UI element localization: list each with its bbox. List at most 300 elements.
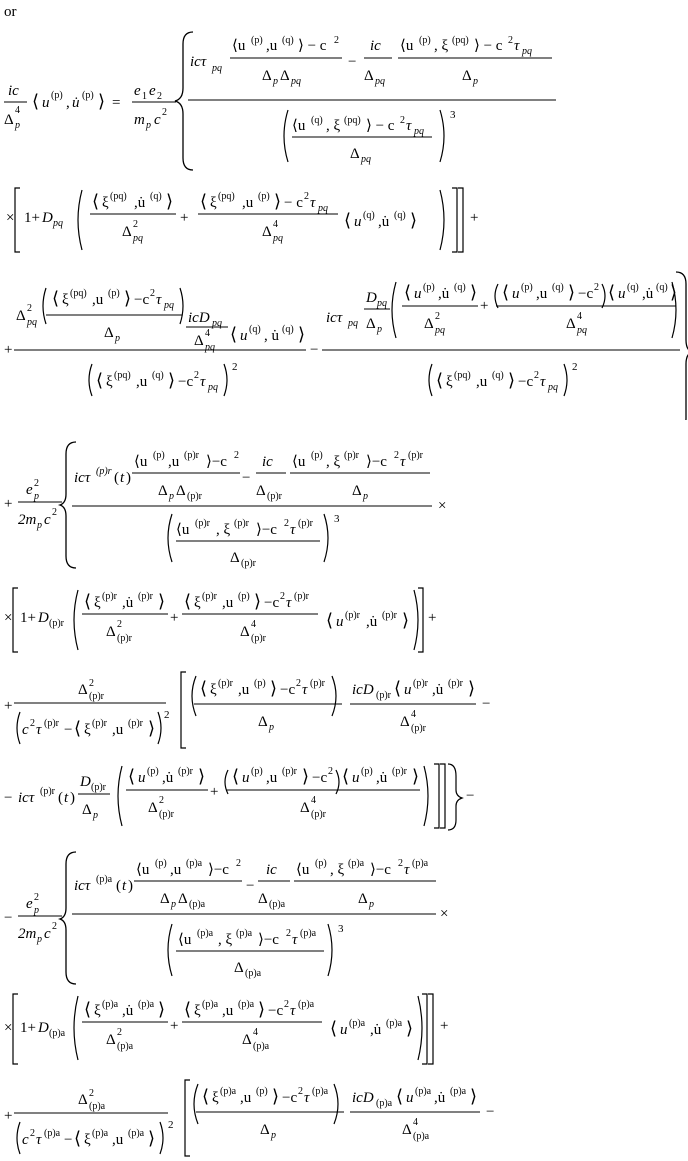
svg-text:pq: pq xyxy=(212,318,222,329)
svg-text:(p)r: (p)r xyxy=(44,718,59,729)
svg-text:−c: −c xyxy=(518,374,534,390)
svg-text:(p)a: (p)a xyxy=(238,999,255,1010)
svg-text:(p)a: (p)a xyxy=(96,874,113,885)
svg-text:Δ: Δ xyxy=(402,1122,412,1138)
svg-text:2: 2 xyxy=(508,35,513,46)
svg-text:pq: pq xyxy=(522,46,532,57)
svg-text:(q): (q) xyxy=(363,210,375,221)
svg-text:⟩: ⟩ xyxy=(258,999,266,1019)
svg-text:3: 3 xyxy=(334,513,340,525)
svg-text:(p)r: (p)r xyxy=(92,718,107,729)
svg-text:(q): (q) xyxy=(150,191,162,202)
svg-text:u: u xyxy=(42,95,50,111)
svg-text:,u: ,u xyxy=(266,38,278,54)
svg-text:(p): (p) xyxy=(521,282,533,293)
svg-text:−c: −c xyxy=(134,292,150,308)
svg-text:,u̇: ,u̇ xyxy=(434,1090,446,1106)
svg-text:2: 2 xyxy=(394,450,399,461)
svg-text:⟩: ⟩ xyxy=(158,591,166,611)
svg-text:⟩: ⟩ xyxy=(670,282,678,302)
svg-text:(pq): (pq) xyxy=(110,191,127,202)
svg-text:(p)r: (p)r xyxy=(178,766,193,777)
svg-text:τ: τ xyxy=(290,522,296,538)
svg-text:(p)a: (p)a xyxy=(186,858,203,869)
svg-text:(p)r: (p)r xyxy=(91,782,106,793)
svg-text:e: e xyxy=(26,896,33,912)
svg-text:⟩−c: ⟩−c xyxy=(208,862,229,878)
svg-text:p: p xyxy=(377,324,382,335)
svg-text:Δ: Δ xyxy=(160,891,170,907)
svg-text:(q): (q) xyxy=(282,324,294,335)
svg-text:2: 2 xyxy=(52,507,57,518)
svg-text:,u: ,u xyxy=(238,682,250,698)
svg-text:ξ: ξ xyxy=(62,292,69,308)
svg-text:⟩ − c: ⟩ − c xyxy=(298,38,327,54)
svg-text:2: 2 xyxy=(194,370,199,381)
svg-text:Δ: Δ xyxy=(122,224,132,240)
svg-text:−: − xyxy=(4,790,13,806)
svg-text:ξ: ξ xyxy=(194,1003,201,1019)
svg-text:, ξ: , ξ xyxy=(330,862,345,878)
svg-text:pq: pq xyxy=(348,318,358,329)
svg-text:ξ: ξ xyxy=(94,595,101,611)
svg-text:p: p xyxy=(15,120,20,131)
svg-text:(p)r: (p)r xyxy=(218,678,233,689)
svg-text:t: t xyxy=(120,470,125,486)
svg-text:(pq): (pq) xyxy=(114,370,131,381)
lead-word: or xyxy=(4,4,17,20)
svg-text:c: c xyxy=(154,112,161,128)
svg-text:⟨u: ⟨u xyxy=(232,38,246,54)
svg-text:ic: ic xyxy=(8,83,19,99)
svg-text:(p): (p) xyxy=(238,591,250,602)
svg-text:2: 2 xyxy=(232,361,238,373)
svg-text:,u: ,u xyxy=(92,292,104,308)
svg-text:,u: ,u xyxy=(240,1090,252,1106)
svg-text:(p)r: (p)r xyxy=(411,723,426,734)
svg-text:pq: pq xyxy=(577,325,587,336)
svg-text:p: p xyxy=(146,120,151,131)
svg-text:Δ: Δ xyxy=(78,1092,88,1108)
svg-text:⟨: ⟨ xyxy=(404,282,412,302)
svg-text:,u: ,u xyxy=(136,374,148,390)
svg-text:2: 2 xyxy=(304,191,309,202)
svg-text:(p)a: (p)a xyxy=(92,1128,109,1139)
svg-text:τ: τ xyxy=(290,1003,296,1019)
svg-text:p: p xyxy=(363,491,368,502)
svg-text:icτ: icτ xyxy=(18,790,35,806)
svg-text:2: 2 xyxy=(162,107,167,118)
svg-text:p: p xyxy=(37,520,42,531)
svg-text:−: − xyxy=(482,696,491,712)
svg-text:p: p xyxy=(34,905,39,916)
svg-text:u: u xyxy=(340,1022,348,1038)
svg-text:(p)a: (p)a xyxy=(412,858,429,869)
svg-text:(pq): (pq) xyxy=(452,35,469,46)
svg-text:⟨u: ⟨u xyxy=(134,454,148,470)
svg-text:ξ: ξ xyxy=(194,595,201,611)
svg-text:(p)r: (p)r xyxy=(408,450,423,461)
svg-text:c: c xyxy=(44,512,51,528)
svg-text:(p)r: (p)r xyxy=(195,518,210,529)
svg-text:,u̇: ,u̇ xyxy=(370,1022,382,1038)
svg-text:2: 2 xyxy=(398,858,403,869)
svg-text:pq: pq xyxy=(291,76,301,87)
svg-text:⟩ − c: ⟩ − c xyxy=(366,118,395,134)
svg-text:Δ: Δ xyxy=(364,68,374,84)
svg-text:⟩: ⟩ xyxy=(470,282,478,302)
svg-text:(p): (p) xyxy=(155,858,167,869)
svg-text:(p)a: (p)a xyxy=(312,1086,329,1097)
svg-text:t: t xyxy=(122,878,127,894)
svg-text:pq: pq xyxy=(53,218,63,229)
equation-svg-2 xyxy=(0,420,688,840)
svg-text:τ: τ xyxy=(540,374,546,390)
svg-text:pq: pq xyxy=(133,233,143,244)
svg-text:Δ: Δ xyxy=(300,800,310,816)
svg-text:Δ: Δ xyxy=(106,624,116,640)
svg-text:−: − xyxy=(242,470,251,486)
svg-text:τ: τ xyxy=(406,118,412,134)
svg-text:⟩: ⟩ xyxy=(470,1086,478,1106)
svg-text:2: 2 xyxy=(52,921,57,932)
svg-text:(p)a: (p)a xyxy=(415,1086,432,1097)
svg-text:−c: −c xyxy=(178,374,194,390)
svg-text:c: c xyxy=(44,926,51,942)
svg-text:(p)r: (p)r xyxy=(382,610,397,621)
svg-text:Δ: Δ xyxy=(350,146,360,162)
svg-text:,u̇: ,u̇ xyxy=(376,770,388,786)
svg-text:⟨: ⟨ xyxy=(230,324,238,344)
svg-text:(p)r: (p)r xyxy=(234,518,249,529)
svg-text:u: u xyxy=(240,328,248,344)
svg-text:Δ: Δ xyxy=(194,333,204,349)
svg-text:2: 2 xyxy=(30,1128,35,1139)
svg-text:4: 4 xyxy=(413,1117,418,1128)
svg-text:ic: ic xyxy=(370,38,381,54)
svg-text:(: ( xyxy=(114,470,119,486)
svg-text:τ: τ xyxy=(36,722,42,738)
svg-text:(p): (p) xyxy=(251,766,263,777)
svg-text:⟩: ⟩ xyxy=(198,766,206,786)
svg-text:1+: 1+ xyxy=(24,210,40,226)
svg-text:p: p xyxy=(169,491,174,502)
svg-text:2: 2 xyxy=(284,999,289,1010)
svg-text:4: 4 xyxy=(205,328,210,339)
svg-text:icD: icD xyxy=(352,682,374,698)
svg-text:,u: ,u xyxy=(536,286,548,302)
svg-text:4: 4 xyxy=(15,105,20,116)
svg-text:⟨: ⟨ xyxy=(184,591,192,611)
svg-text:D: D xyxy=(38,610,49,626)
svg-text:(p)a: (p)a xyxy=(300,928,317,939)
svg-text:(q): (q) xyxy=(394,210,406,221)
svg-text:(p): (p) xyxy=(254,678,266,689)
svg-text:Δ: Δ xyxy=(158,483,168,499)
svg-text:u̇: u̇ xyxy=(72,95,80,111)
svg-text:pq: pq xyxy=(414,126,424,137)
svg-text:(p)a: (p)a xyxy=(298,999,315,1010)
svg-text:icτ: icτ xyxy=(326,310,343,326)
svg-text:⟩: ⟩ xyxy=(98,91,106,111)
svg-text:−c: −c xyxy=(280,682,296,698)
svg-text:pq: pq xyxy=(273,233,283,244)
svg-text:,u: ,u xyxy=(170,862,182,878)
svg-text:⟨: ⟨ xyxy=(92,191,100,211)
svg-text:Δ: Δ xyxy=(366,316,376,332)
svg-text:(p)r: (p)r xyxy=(202,591,217,602)
svg-text:p: p xyxy=(93,810,98,821)
svg-text:(pq): (pq) xyxy=(70,288,87,299)
svg-text:⟨u: ⟨u xyxy=(400,38,414,54)
svg-text:2m: 2m xyxy=(18,512,37,528)
svg-text:2: 2 xyxy=(286,928,291,939)
svg-text:⟩: ⟩ xyxy=(468,678,476,698)
equation-part-1 xyxy=(0,25,688,420)
svg-text:2: 2 xyxy=(133,219,138,230)
svg-text:τ: τ xyxy=(304,1090,310,1106)
svg-text:icτ: icτ xyxy=(190,54,207,70)
svg-text:(p)a: (p)a xyxy=(197,928,214,939)
svg-text:⟨u: ⟨u xyxy=(136,862,150,878)
equation-part-3 xyxy=(0,840,688,1161)
svg-text:2: 2 xyxy=(298,1086,303,1097)
svg-text:(p)r: (p)r xyxy=(267,491,282,502)
svg-text:τ: τ xyxy=(302,682,308,698)
svg-text:(p)r: (p)r xyxy=(89,691,104,702)
svg-text:2: 2 xyxy=(164,709,170,721)
svg-text:(p)r: (p)r xyxy=(102,591,117,602)
svg-text:p: p xyxy=(271,1130,276,1141)
svg-text:⟨u: ⟨u xyxy=(178,932,192,948)
svg-text:(p)a: (p)a xyxy=(386,1018,403,1029)
svg-text:Δ: Δ xyxy=(240,624,250,640)
svg-text:(p)r: (p)r xyxy=(49,618,64,629)
svg-text:,u: ,u xyxy=(266,770,278,786)
svg-text:, ξ: , ξ xyxy=(326,118,341,134)
svg-text:2: 2 xyxy=(89,1088,94,1099)
svg-text:(p)a: (p)a xyxy=(253,1041,270,1052)
svg-text:(q): (q) xyxy=(627,282,639,293)
svg-text:,u: ,u xyxy=(222,1003,234,1019)
svg-text:×: × xyxy=(440,906,449,922)
svg-text:(p): (p) xyxy=(311,450,323,461)
svg-text:(p)r: (p)r xyxy=(40,786,55,797)
svg-text:⟨u: ⟨u xyxy=(176,522,190,538)
svg-text:(p)r: (p)r xyxy=(448,678,463,689)
svg-text:⟨: ⟨ xyxy=(32,91,40,111)
svg-text:⟩: ⟩ xyxy=(274,191,282,211)
svg-text:2: 2 xyxy=(117,1027,122,1038)
svg-text:Δ: Δ xyxy=(400,714,410,730)
svg-text:(p)a: (p)a xyxy=(348,858,365,869)
svg-text:(p)r: (p)r xyxy=(311,809,326,820)
svg-text:+: + xyxy=(428,610,437,626)
svg-text:,u: ,u xyxy=(168,454,180,470)
svg-text:(p)r: (p)r xyxy=(310,678,325,689)
svg-text:2: 2 xyxy=(534,370,539,381)
svg-text:Δ: Δ xyxy=(256,483,266,499)
svg-text:Δ: Δ xyxy=(258,891,268,907)
svg-text:Δ: Δ xyxy=(262,224,272,240)
svg-text:1+: 1+ xyxy=(20,1020,36,1036)
svg-text:(p): (p) xyxy=(258,191,270,202)
svg-text:ξ: ξ xyxy=(446,374,453,390)
svg-text:⟨: ⟨ xyxy=(202,1086,210,1106)
svg-text:Δ: Δ xyxy=(106,1032,116,1048)
svg-text:(p)r: (p)r xyxy=(184,450,199,461)
svg-text:pq: pq xyxy=(27,317,37,328)
svg-text:pq: pq xyxy=(208,382,218,393)
svg-text:Δ: Δ xyxy=(260,1122,270,1138)
svg-text:2m: 2m xyxy=(18,926,37,942)
svg-text:⟩: ⟩ xyxy=(124,288,132,308)
svg-text:pq: pq xyxy=(377,298,387,309)
svg-text:icD: icD xyxy=(188,310,210,326)
svg-text:⟩: ⟩ xyxy=(168,370,176,390)
svg-text:(p)a: (p)a xyxy=(102,999,119,1010)
svg-text:+: + xyxy=(4,1108,13,1124)
svg-text:(p): (p) xyxy=(147,766,159,777)
svg-text:2: 2 xyxy=(168,1119,174,1131)
svg-text:⟨: ⟨ xyxy=(200,191,208,211)
svg-text:−: − xyxy=(466,788,475,804)
svg-text:(p)a: (p)a xyxy=(49,1028,66,1039)
svg-text:(: ( xyxy=(116,878,121,894)
svg-text:,u̇: ,u̇ xyxy=(432,682,444,698)
svg-text:1+: 1+ xyxy=(20,610,36,626)
svg-text:e: e xyxy=(149,83,156,99)
svg-text:D: D xyxy=(80,774,91,790)
svg-text:(p)a: (p)a xyxy=(413,1131,430,1142)
svg-text:⟩: ⟩ xyxy=(568,282,576,302)
svg-text:,u̇: ,u̇ xyxy=(122,1003,134,1019)
svg-text:(p)r: (p)r xyxy=(241,558,256,569)
svg-text:−: − xyxy=(64,1132,73,1148)
svg-text:τ: τ xyxy=(286,595,292,611)
svg-text:icτ: icτ xyxy=(74,878,91,894)
svg-text:+: + xyxy=(440,1018,449,1034)
svg-text:(p)a: (p)a xyxy=(376,1098,393,1109)
svg-text:⟩: ⟩ xyxy=(406,1018,414,1038)
svg-text:ξ: ξ xyxy=(106,374,113,390)
svg-text:− c: − c xyxy=(284,195,303,211)
svg-text:Δ: Δ xyxy=(176,483,186,499)
svg-text:(p)r: (p)r xyxy=(187,491,202,502)
svg-text:Δ: Δ xyxy=(242,1032,252,1048)
svg-text:(p)a: (p)a xyxy=(349,1018,366,1029)
svg-text:,u: ,u xyxy=(222,595,234,611)
svg-text:τ: τ xyxy=(36,1132,42,1148)
svg-text:⟩−c: ⟩−c xyxy=(370,862,391,878)
svg-text:+: + xyxy=(210,784,219,800)
svg-text:(p)r: (p)r xyxy=(392,766,407,777)
svg-text:(: ( xyxy=(58,790,63,806)
svg-text:⟨: ⟨ xyxy=(96,370,104,390)
svg-text:(q): (q) xyxy=(492,370,504,381)
svg-text:(p)r: (p)r xyxy=(117,633,132,644)
svg-text:icτ: icτ xyxy=(74,470,91,486)
svg-text:×: × xyxy=(4,1020,13,1036)
svg-text:Δ: Δ xyxy=(82,802,92,818)
svg-text:(pq): (pq) xyxy=(454,370,471,381)
svg-text:⟨: ⟨ xyxy=(344,210,352,230)
svg-text:(p)r: (p)r xyxy=(138,591,153,602)
svg-text:+: + xyxy=(4,496,13,512)
svg-text:⟨: ⟨ xyxy=(502,282,510,302)
svg-text:2: 2 xyxy=(159,795,164,806)
svg-text:(p): (p) xyxy=(82,90,94,101)
svg-text:2: 2 xyxy=(280,591,285,602)
svg-text:2: 2 xyxy=(234,450,239,461)
svg-text:⟩: ⟩ xyxy=(298,324,306,344)
svg-text:(q): (q) xyxy=(454,282,466,293)
svg-text:⟨: ⟨ xyxy=(74,718,82,738)
svg-text:): ) xyxy=(70,790,75,806)
svg-text:⟩: ⟩ xyxy=(158,999,166,1019)
svg-text:): ) xyxy=(126,470,131,486)
svg-text:,u̇: ,u̇ xyxy=(438,286,450,302)
svg-text:+: + xyxy=(180,210,189,226)
svg-text:τ: τ xyxy=(156,292,162,308)
equation-part-2 xyxy=(0,420,688,840)
svg-text:⟨: ⟨ xyxy=(330,1018,338,1038)
svg-text:(q): (q) xyxy=(656,282,668,293)
svg-text:+: + xyxy=(170,1018,179,1034)
svg-text:, ξ: , ξ xyxy=(216,522,231,538)
svg-text:τ: τ xyxy=(404,862,410,878)
svg-text:(q): (q) xyxy=(249,324,261,335)
svg-text:(p)a: (p)a xyxy=(202,999,219,1010)
svg-text:(p)r: (p)r xyxy=(96,466,112,477)
svg-text:,: , xyxy=(66,95,70,111)
svg-text:(p): (p) xyxy=(251,35,263,46)
svg-text:⟩: ⟩ xyxy=(410,210,418,230)
svg-text:(p): (p) xyxy=(315,858,327,869)
svg-text:p: p xyxy=(115,333,120,344)
svg-text:−c: −c xyxy=(268,1003,284,1019)
svg-text:⟩: ⟩ xyxy=(254,591,262,611)
svg-text:=: = xyxy=(112,95,121,111)
svg-text:Δ: Δ xyxy=(104,325,114,341)
svg-text:,u̇: ,u̇ xyxy=(378,214,390,230)
svg-text:(q): (q) xyxy=(311,115,323,126)
svg-text:p: p xyxy=(37,934,42,945)
svg-text:, ξ: , ξ xyxy=(326,454,341,470)
svg-text:u: u xyxy=(512,286,520,302)
svg-text:⟨: ⟨ xyxy=(84,591,92,611)
equation-svg-3 xyxy=(0,840,688,1161)
svg-text:−: − xyxy=(246,878,255,894)
svg-text:ξ: ξ xyxy=(212,1090,219,1106)
svg-text:p: p xyxy=(369,899,374,910)
svg-text:⟩: ⟩ xyxy=(270,678,278,698)
svg-text:(p): (p) xyxy=(51,90,63,101)
svg-text:⟩: ⟩ xyxy=(412,766,420,786)
svg-text:2: 2 xyxy=(150,288,155,299)
svg-text:u: u xyxy=(406,1090,414,1106)
svg-text:2: 2 xyxy=(594,282,599,293)
svg-text:⟨: ⟨ xyxy=(128,766,136,786)
svg-text:−: − xyxy=(310,342,319,358)
svg-text:(p)r: (p)r xyxy=(413,678,428,689)
svg-text:⟨: ⟨ xyxy=(84,999,92,1019)
svg-text:⟨: ⟨ xyxy=(232,766,240,786)
svg-text:⟨: ⟨ xyxy=(184,999,192,1019)
svg-text:(q): (q) xyxy=(552,282,564,293)
svg-text:−c: −c xyxy=(312,770,328,786)
svg-text:(p)r: (p)r xyxy=(376,690,391,701)
